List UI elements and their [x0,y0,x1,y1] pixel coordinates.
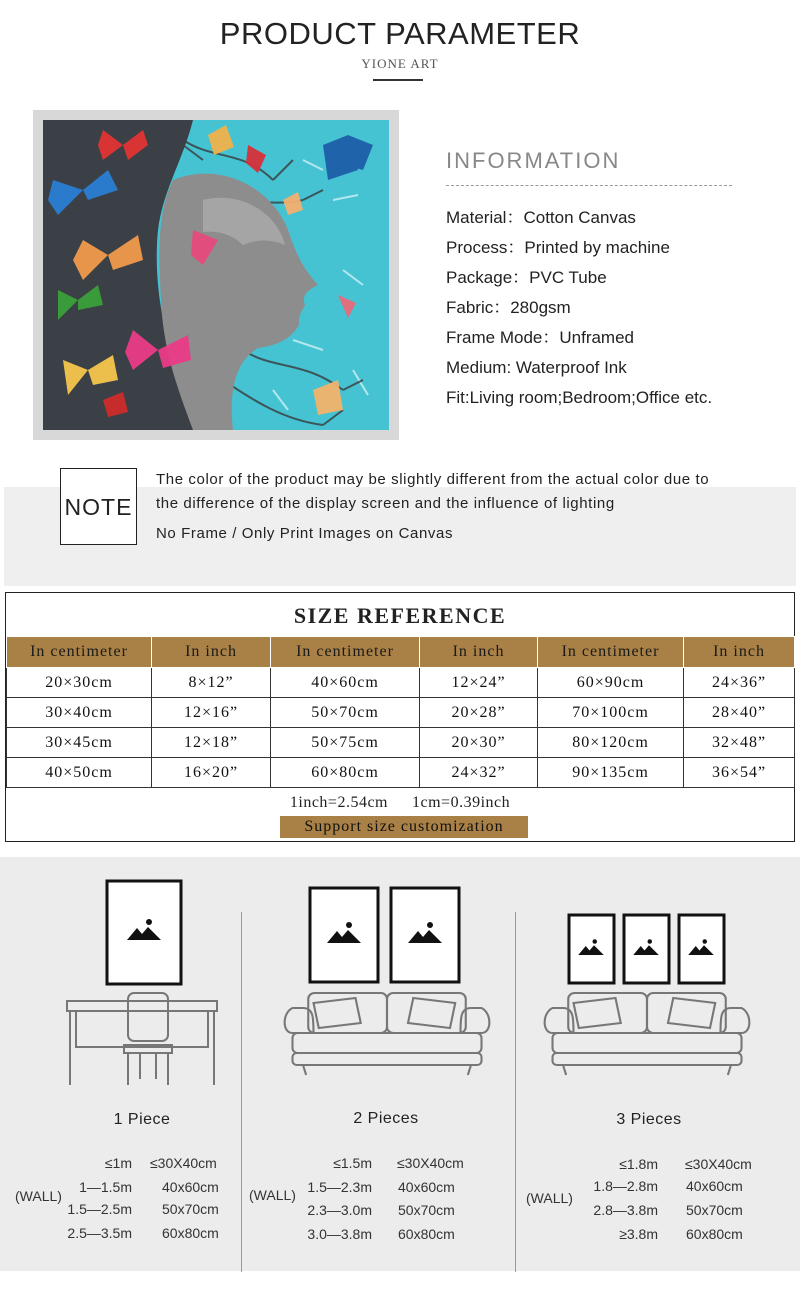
size-reference-title: SIZE REFERENCE [293,603,507,628]
header-cm: In centimeter [538,637,684,668]
table-cell: 24×32” [420,758,538,788]
size-reference-panel [5,592,795,842]
frame-size: 40x60cm [162,1179,219,1195]
info-process: Process：Printed by machine [446,238,670,257]
table-cell: 80×120cm [538,728,684,758]
frame-size: 40x60cm [686,1178,743,1194]
table-cell: 50×70cm [271,698,420,728]
cm-conversion: 1cm=0.39inch [412,794,511,811]
frame-size: 50x70cm [162,1201,219,1217]
table-cell: 20×28” [420,698,538,728]
table-cell: 60×90cm [538,668,684,698]
information-heading: INFORMATION [446,148,621,173]
note-line-1: The color of the product may be slightly different from the actual color due to [156,471,710,488]
frame-size: 50x70cm [398,1202,455,1218]
information-divider [446,185,732,186]
single-frame-icon [107,881,181,984]
wall-width: ≤1m [104,1155,132,1171]
info-frame-mode: Frame Mode：Unframed [446,328,635,347]
table-cell: 70×100cm [538,698,684,728]
table-row [7,758,795,788]
wall-width: ≥3.8m [619,1226,658,1242]
three-frames-icon [569,915,724,983]
wall-width: 2.8—3.8m [593,1202,658,1218]
table-cell: 50×75cm [271,728,420,758]
table-cell: 20×30cm [7,668,152,698]
wall-width: ≤1.5m [333,1155,372,1171]
page-title: PRODUCT PARAMETER [219,16,581,51]
info-fit: Fit:Living room;Bedroom;Office etc. [446,388,713,407]
table-cell: 90×135cm [538,758,684,788]
title-divider [373,79,423,81]
one-piece-label: 1 Piece [113,1111,171,1128]
wall-width: 1.5—2.3m [307,1179,372,1195]
customization-badge: Support size customization [280,816,528,838]
desk-illustration [67,993,217,1085]
frame-size: 40x60cm [398,1179,455,1195]
wall-width: 1—1.5m [79,1179,132,1195]
wall-width: 3.0—3.8m [307,1226,372,1242]
table-cell: 30×45cm [7,728,152,758]
size-table [6,636,795,788]
wall-width: 1.5—2.5m [67,1201,132,1217]
wall-width: 2.5—3.5m [67,1225,132,1241]
table-row [7,668,795,698]
frame-size: ≤30X40cm [397,1155,464,1171]
table-cell: 30×40cm [7,698,152,728]
table-cell: 16×20” [152,758,271,788]
info-package: Package：PVC Tube [446,268,607,287]
wall-label: (WALL) [15,1188,62,1204]
frame-size: 50x70cm [686,1202,743,1218]
info-fabric: Fabric：280gsm [446,298,571,317]
table-cell: 20×30” [420,728,538,758]
sofa-illustration [285,993,490,1075]
table-cell: 12×24” [420,668,538,698]
wall-label: (WALL) [249,1187,296,1203]
two-frames-icon [310,888,459,982]
header-inch: In inch [684,637,795,668]
table-cell: 36×54” [684,758,795,788]
product-image-frame [33,110,399,440]
size-table-header [7,637,795,668]
frame-size: ≤30X40cm [685,1156,752,1172]
brand-name: YIONE ART [361,56,439,71]
header-inch: In inch [420,637,538,668]
table-row [7,698,795,728]
info-material: Material：Cotton Canvas [446,208,636,227]
table-cell: 28×40” [684,698,795,728]
butterfly-woman-painting [43,120,389,430]
wall-width: ≤1.8m [619,1156,658,1172]
three-pieces-label: 3 Pieces [616,1111,682,1128]
product-image [43,120,389,430]
sofa-illustration [545,993,750,1075]
frame-size: 60x80cm [162,1225,219,1241]
inch-conversion: 1inch=2.54cm [289,794,388,811]
info-medium: Medium: Waterproof Ink [446,358,627,377]
wall-width: 1.8—2.8m [593,1178,658,1194]
note-label: NOTE [60,468,137,545]
panel-divider [515,912,516,1272]
two-pieces-label: 2 Pieces [353,1110,419,1127]
panel-divider [241,912,242,1272]
table-row [7,728,795,758]
table-cell: 40×60cm [271,668,420,698]
frame-size: ≤30X40cm [150,1155,217,1171]
frame-size: 60x80cm [686,1226,743,1242]
wall-width: 2.3—3.0m [307,1202,372,1218]
header-inch: In inch [152,637,271,668]
note-line-2: the difference of the display screen and the influence of lighting [156,495,615,512]
table-cell: 8×12” [152,668,271,698]
frame-size: 60x80cm [398,1226,455,1242]
table-cell: 32×48” [684,728,795,758]
table-cell: 12×18” [152,728,271,758]
wall-size-guide [0,857,800,1271]
table-cell: 24×36” [684,668,795,698]
table-cell: 40×50cm [7,758,152,788]
table-cell: 12×16” [152,698,271,728]
header-cm: In centimeter [7,637,152,668]
note-line-3: No Frame / Only Print Images on Canvas [156,525,454,542]
unit-conversion [6,794,794,812]
information-list [446,206,712,416]
table-cell: 60×80cm [271,758,420,788]
wall-label: (WALL) [526,1190,573,1206]
header-cm: In centimeter [271,637,420,668]
